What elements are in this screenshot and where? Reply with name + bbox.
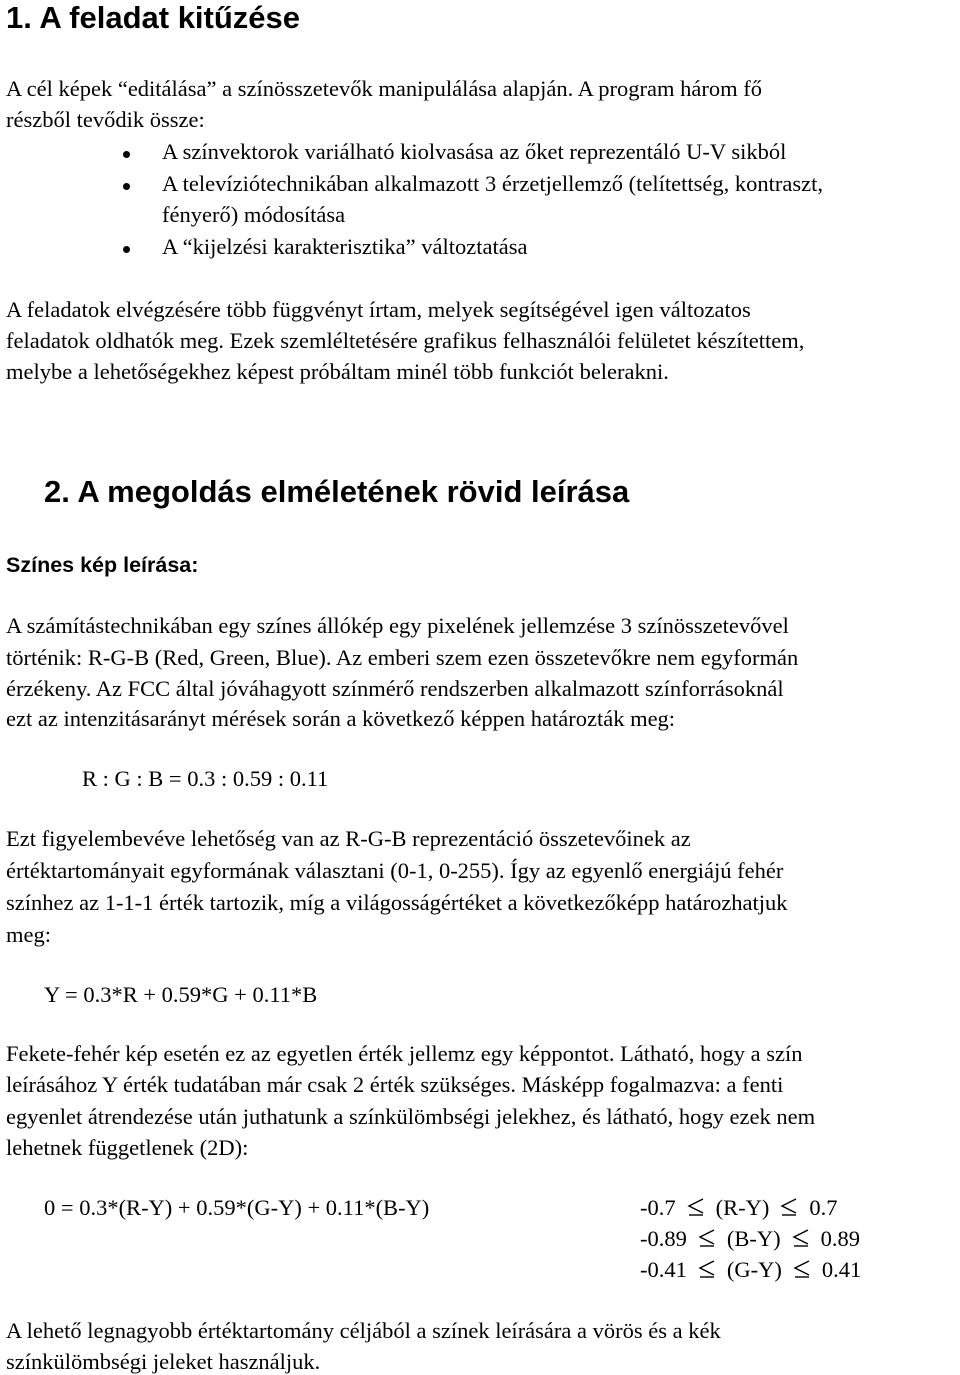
bullet-dot-2 — [123, 183, 130, 190]
para-2-line-3: színhez az 1-1-1 érték tartozik, míg a világosságértéket a következőképp határozhatjuk — [6, 890, 788, 915]
para-2-line-2: értéktartományait egyformának választani (0-1, 0-255). Így az egyenlő energiájú fehér — [6, 858, 784, 883]
section-1-para-line-3: melybe a lehetőségekhez képest próbáltam minél több funkciót belerakni. — [6, 359, 669, 384]
range-low: -0.7 — [640, 1195, 676, 1220]
range-row-b-y — [640, 1226, 860, 1252]
intro-line-1: A cél képek “editálása” a színösszetevők manipulálása alapján. A program három fő — [6, 76, 762, 101]
subsection-heading: Színes kép leírása: — [6, 553, 199, 577]
less-or-equal-icon — [792, 1258, 812, 1278]
intro-line-2: részből tevődik össze: — [6, 107, 205, 132]
range-row-r-y — [640, 1195, 837, 1221]
para-3-line-2: leírásához Y érték tudatában már csak 2 érték szükséges. Másképp fogalmazva: a fenti — [6, 1072, 784, 1097]
less-or-equal-icon — [686, 1196, 706, 1216]
para-1-line-1: A számítástechnikában egy színes állókép egy pixelének jellemzése 3 színösszetevővel — [6, 613, 789, 638]
less-or-equal-icon — [779, 1196, 799, 1216]
para-3-line-3: egyenlet átrendezése után juthatunk a színkülömbségi jelekhez, és látható, hogy ezek nem — [6, 1104, 816, 1129]
bullet-item-3: A “kijelzési karakterisztika” változtatása — [162, 234, 528, 259]
section-2-heading: 2. A megoldás elméletének rövid leírása — [44, 474, 630, 509]
para-3-line-4: lehetnek függetlenek (2D): — [6, 1135, 249, 1160]
section-1-heading: 1. A feladat kitűzése — [6, 0, 301, 35]
ratio-formula: R : G : B = 0.3 : 0.59 : 0.11 — [82, 766, 329, 791]
range-expression: (B-Y) — [726, 1226, 781, 1251]
range-high: 0.41 — [821, 1257, 862, 1282]
range-expression: (G-Y) — [726, 1257, 782, 1282]
less-or-equal-icon — [697, 1258, 717, 1278]
difference-formula: 0 = 0.3*(R-Y) + 0.59*(G-Y) + 0.11*(B-Y) — [44, 1195, 430, 1220]
para-3-line-1: Fekete-fehér kép esetén ez az egyetlen érték jellemz egy képpontot. Látható, hogy a szín — [6, 1041, 803, 1066]
para-4-line-2: színkülömbségi jeleket használjuk. — [6, 1349, 321, 1374]
range-row-g-y — [640, 1257, 861, 1283]
section-1-para-line-1: A feladatok elvégzésére több függvényt írtam, melyek segítségével igen változatos — [6, 297, 751, 322]
section-1-para-line-2: feladatok oldhatók meg. Ezek szemléltetésére grafikus felhasználói felületet készítettem, — [6, 328, 805, 353]
bullet-item-2: A televíziótechnikában alkalmazott 3 érzetjellemző (telítettség, kontraszt, — [162, 171, 823, 196]
para-1-line-2: történik: R-G-B (Red, Green, Blue). Az emberi szem ezen összetevőkre nem egyformán — [6, 645, 799, 670]
bullet-dot-1 — [123, 151, 130, 158]
less-or-equal-icon — [697, 1227, 717, 1247]
range-low: -0.89 — [640, 1226, 687, 1251]
luma-formula: Y = 0.3*R + 0.59*G + 0.11*B — [44, 982, 318, 1007]
range-high: 0.89 — [820, 1226, 860, 1251]
range-expression: (R-Y) — [715, 1195, 770, 1220]
bullet-item-1: A színvektorok variálható kiolvasása az őket reprezentáló U-V sikból — [162, 139, 787, 164]
para-1-line-4: ezt az intenzitásarányt mérések során a következő képpen határozták meg: — [6, 706, 676, 731]
para-4-line-1: A lehető legnagyobb értéktartomány céljából a színek leírására a vörös és a kék — [6, 1318, 721, 1343]
range-low: -0.41 — [640, 1257, 687, 1282]
para-1-line-3: érzékeny. Az FCC által jóváhagyott színmérő rendszerben alkalmazott színforrásoknál — [6, 676, 784, 701]
bullet-item-2-continuation: fényerő) módosítása — [162, 202, 346, 227]
range-high: 0.7 — [809, 1195, 838, 1220]
less-or-equal-icon — [791, 1227, 811, 1247]
para-2-line-4: meg: — [6, 922, 51, 947]
para-2-line-1: Ezt figyelembevéve lehetőség van az R-G-B reprezentáció összetevőinek az — [6, 826, 691, 851]
bullet-dot-3 — [123, 246, 130, 253]
